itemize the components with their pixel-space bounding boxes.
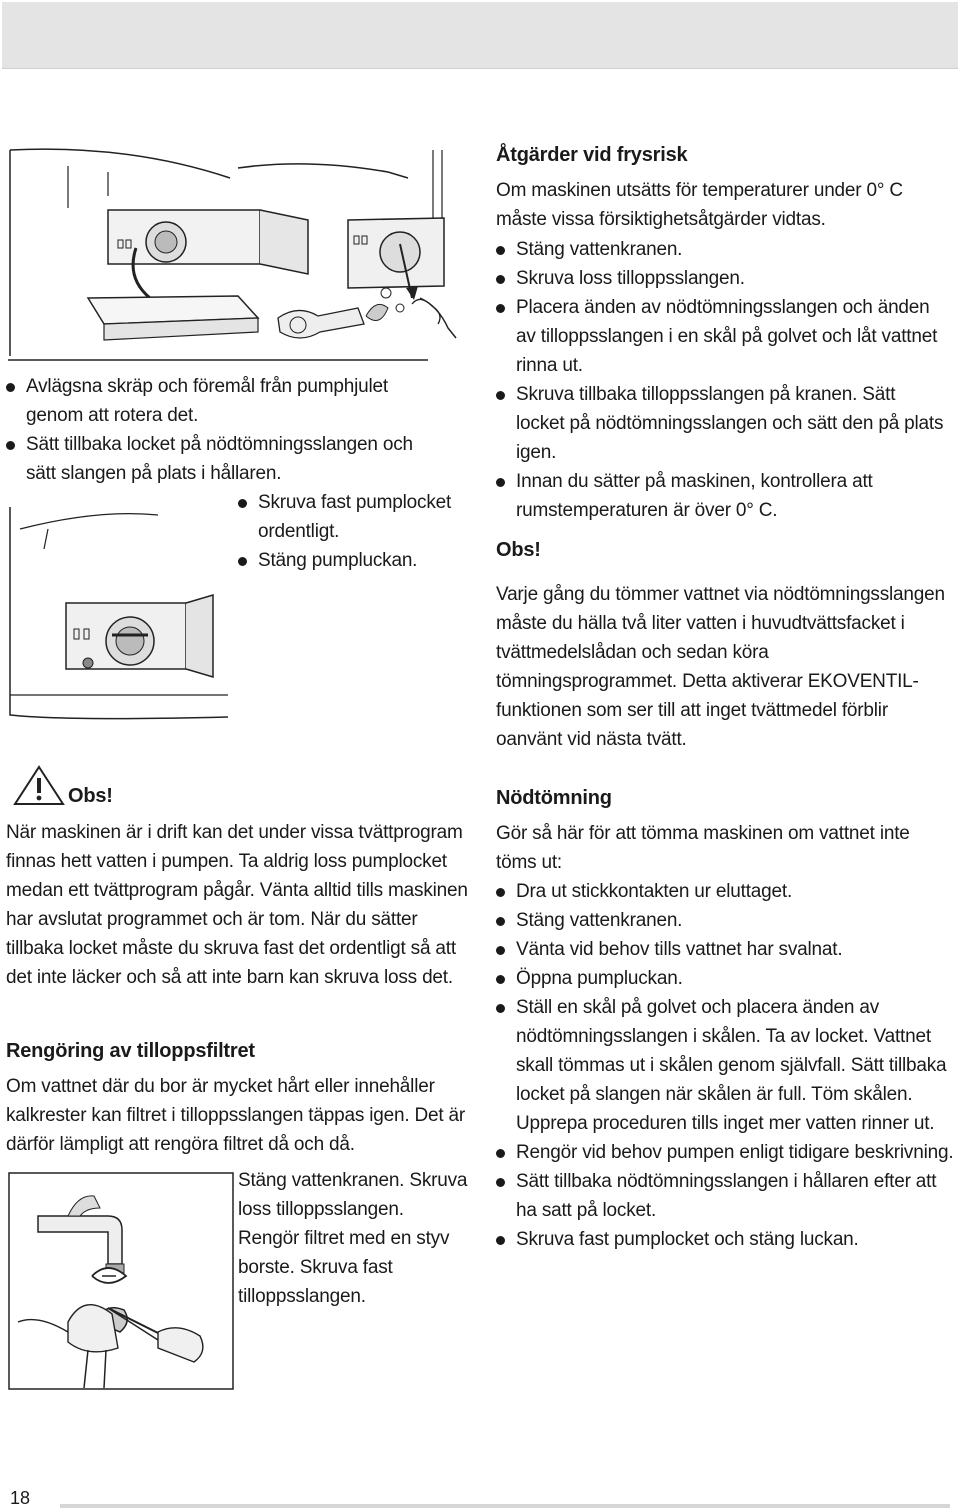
list-item: Stäng vattenkranen. [496, 906, 956, 935]
list-item: Öppna pumpluckan. [496, 964, 956, 993]
page-number: 18 [10, 1488, 31, 1508]
drain-steps [496, 877, 956, 1254]
list-item: Vänta vid behov tills vattnet har svalnat. [496, 935, 956, 964]
page-header-bar [2, 2, 958, 69]
list-item: Ställ en skål på golvet och placera änden av nödtömningsslangen i skålen. Ta av locket. Vattnet skall tömmas ut i skålen genom självfall. Sätt tillbaka locket på slangen när skålen är full. Töm skålen. Upprepa proceduren tills inget mer vatten rinner ut. [496, 993, 956, 1138]
list-item: Skruva fast pumplocket och stäng luckan. [496, 1225, 956, 1254]
drain-intro: Gör så här för att tömma maskinen om vattnet inte töms ut: [496, 823, 910, 873]
pump-flap-illustration [8, 505, 233, 720]
filter-heading: Rengöring av tilloppsfiltret [6, 1040, 255, 1062]
pump-cleaning-illustration [8, 148, 458, 363]
pump-cleaning-steps [6, 372, 446, 488]
list-item: Skruva loss tilloppsslangen. [496, 264, 946, 293]
list-item: Stäng vattenkranen. [496, 235, 946, 264]
filter-intro: Om vattnet där du bor är mycket hårt eller innehåller kalkrester kan filtret i tilloppsslangen täppas igen. Det är därför lämpligt att rengöra filtret då och då. [6, 1076, 466, 1155]
list-item: Sätt tillbaka nödtömningsslangen i hållaren efter att ha satt på locket. [496, 1167, 956, 1225]
footer-rule [60, 1504, 950, 1508]
frost-intro: Om maskinen utsätts för temperaturer under 0° C måste vissa försiktighetsåtgärder vidtas. [496, 180, 903, 230]
list-item: Stäng pumpluckan. [238, 546, 478, 575]
list-item: Skruva tillbaka tilloppsslangen på kranen. Sätt locket på nödtömningsslangen och sätt den på plats igen. [496, 380, 946, 467]
list-item: Innan du sätter på maskinen, kontrollera att rumstemperaturen är över 0° C. [496, 467, 946, 525]
frost-steps [496, 235, 946, 525]
obs-text: Varje gång du tömmer vattnet via nödtömningsslangen måste du hälla två liter vatten i huvudtvättsfacket i tvättmedelslådan och sedan köra tömningsprogrammet. Detta aktiverar EKOVENTIL-funktionen som ser till att inget tvättmedel förblir oanvänt vid nästa tvätt. [496, 584, 945, 750]
drain-heading: Nödtömning [496, 787, 612, 809]
list-item: Placera änden av nödtömningsslangen och änden av tilloppsslangen i en skål på golvet och låt vattnet rinna ut. [496, 293, 946, 380]
obs-title: Obs! [496, 539, 541, 561]
filter-steps: Stäng vattenkranen. Skruva loss tilloppsslangen. Rengör filtret med en styv borste. Skruva fast tilloppsslangen. [238, 1170, 468, 1307]
filter-cleaning-illustration [8, 1172, 234, 1390]
pump-closing-steps [238, 488, 478, 575]
warning-text: När maskinen är i drift kan det under vissa tvättprogram finnas hett vatten i pumpen. Ta aldrig loss pumplocket medan ett tvättprogram pågår. Vänta alltid tills maskinen har avslutat programmet och är tom. När du sätter tillbaka locket måste du skruva fast det ordentligt så att det inte läcker och så att inte barn kan skruva loss det. [6, 822, 468, 988]
warning-title: Obs! [68, 785, 113, 807]
list-item: Dra ut stickkontakten ur eluttaget. [496, 877, 956, 906]
list-item: Avlägsna skräp och föremål från pumphjulet genom att rotera det. [6, 372, 446, 430]
warning-icon [12, 764, 66, 813]
list-item: Skruva fast pumplocket ordentligt. [238, 488, 478, 546]
frost-heading: Åtgärder vid frysrisk [496, 144, 688, 166]
list-item: Sätt tillbaka locket på nödtömningsslangen och sätt slangen på plats i hållaren. [6, 430, 446, 488]
list-item: Rengör vid behov pumpen enligt tidigare beskrivning. [496, 1138, 956, 1167]
